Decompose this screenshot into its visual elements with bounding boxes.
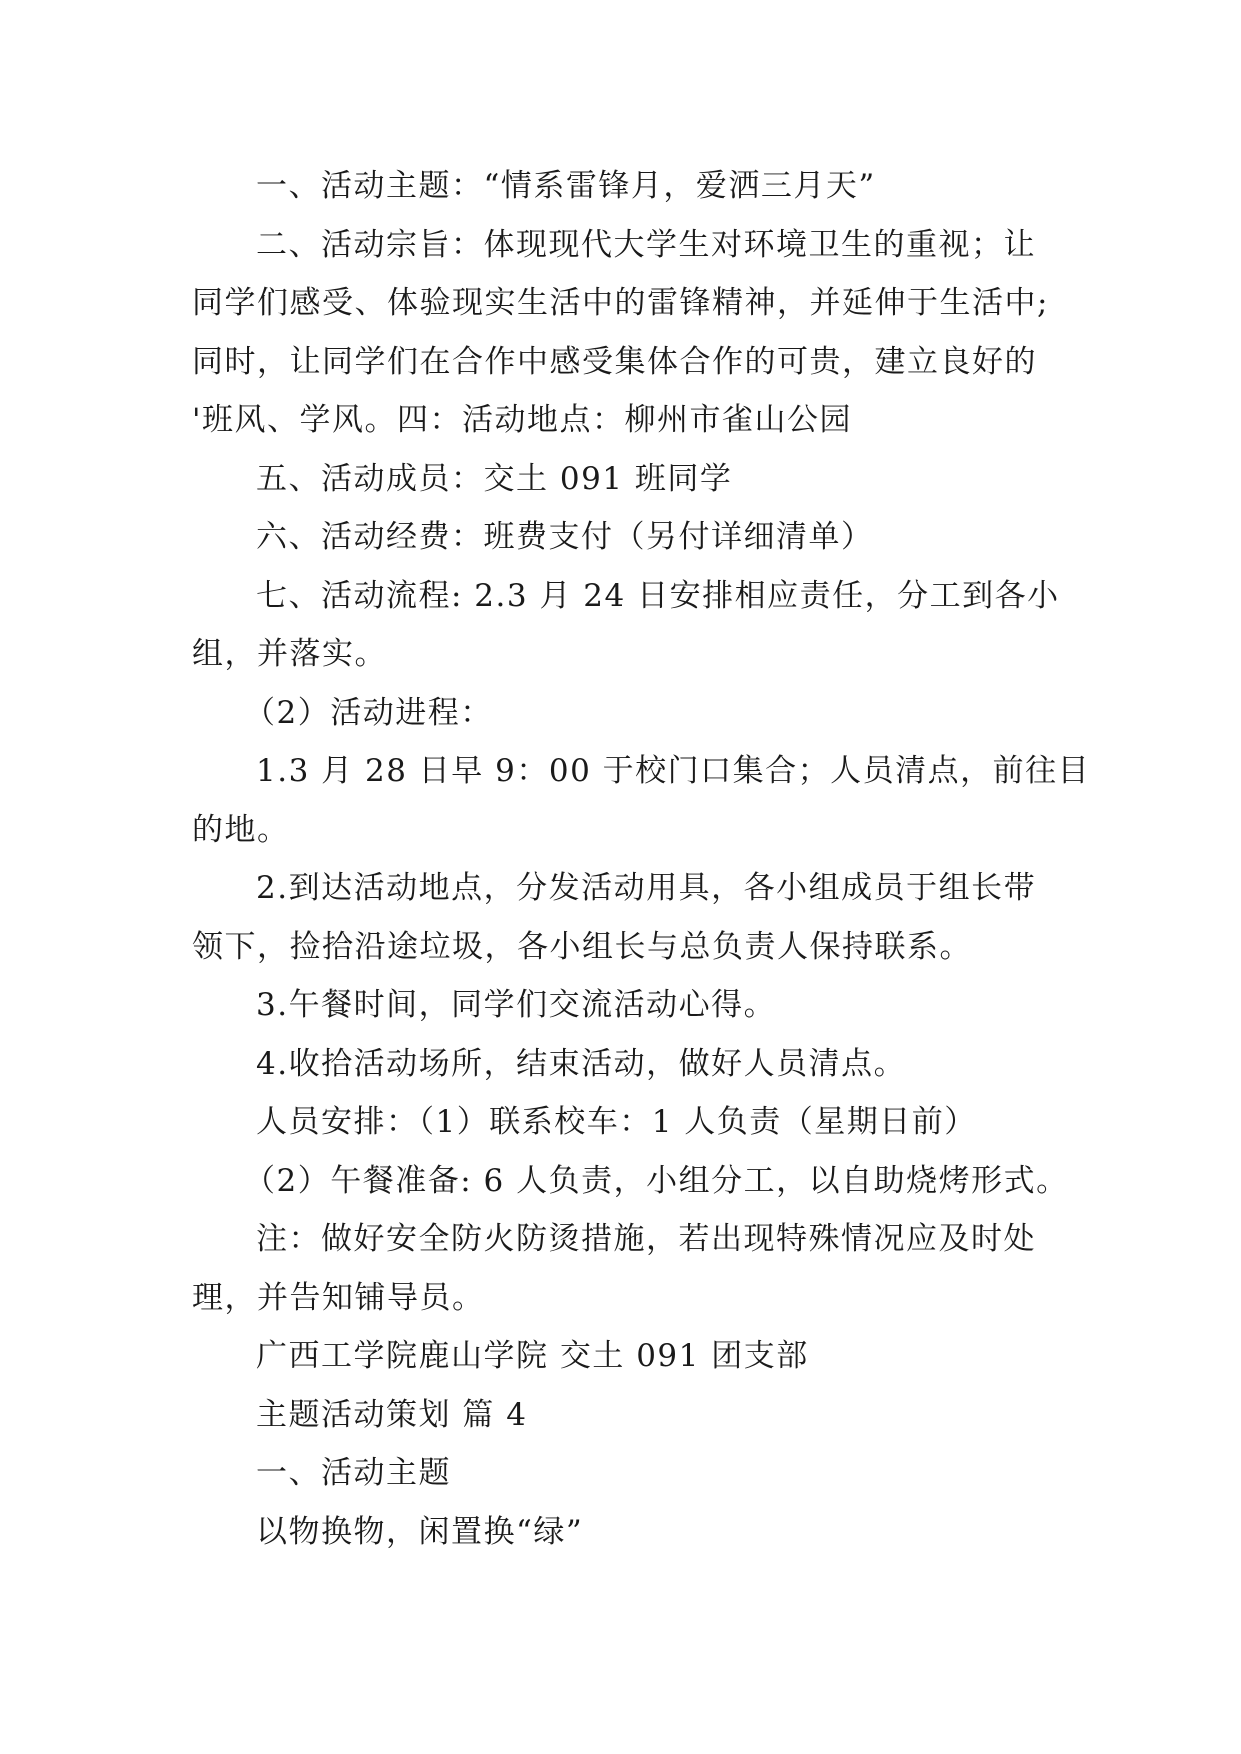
text-line: 的地。 [192,811,290,848]
activity-progress-heading: （2）活动进程： [244,694,493,731]
section-subheading: 一、活动主题 [256,1455,451,1491]
progress-step-4: 4.收拾活动场所，结束活动，做好人员清点。 [256,1045,907,1082]
text-line: 同时，让同学们在合作中感受集体合作的可贵，建立良好的 [192,343,1037,380]
activity-theme-line: 一、活动主题：“情系雷锋月，爱洒三月天” [256,168,876,204]
activity-members-line: 五、活动成员：交土 091 班同学 [256,460,733,497]
section-title: 主题活动策划 篇 4 [256,1396,528,1433]
text-line: '班风、学风。四：活动地点：柳州市雀山公园 [192,402,853,438]
organizer-line: 广西工学院鹿山学院 交土 091 团支部 [256,1338,809,1374]
text-line: 理，并告知铺导员。 [192,1279,485,1316]
progress-step-3: 3.午餐时间，同学们交流活动心得。 [256,987,777,1023]
text-line: 领下，捡拾沿途垃圾，各小组长与总负责人保持联系。 [192,928,972,965]
lunch-preparation-line: （2）午餐准备: 6 人负责，小组分工，以自助烧烤形式。 [244,1162,1069,1199]
text-line: 同学们感受、体验现实生活中的雷锋精神，并延伸于生活中; [192,285,1049,321]
progress-step-2: 2.到达活动地点，分发活动用具，各小组成员于组长带 [256,870,1037,906]
safety-note-line: 注：做好安全防火防烫措施，若出现特殊情况应及时处 [256,1221,1036,1257]
document-body [192,157,1091,1561]
activity-purpose-line: 二、活动宗旨：体现现代大学生对环境卫生的重视；让 [256,226,1036,263]
activity-budget-line: 六、活动经费：班费支付（另付详细清单） [256,519,874,555]
activity-flow-line: 七、活动流程: 2.3 月 24 日安排相应责任，分工到各小 [256,577,1060,614]
theme-text-line: 以物换物，闲置换“绿” [256,1513,584,1550]
progress-step-1: 1.3 月 28 日早 9：00 于校门口集合；人员清点，前往目 [256,753,1091,789]
staff-arrangement-line: 人员安排：（1）联系校车：1 人负责（星期日前） [256,1104,977,1140]
text-line: 组，并落实。 [192,636,387,672]
